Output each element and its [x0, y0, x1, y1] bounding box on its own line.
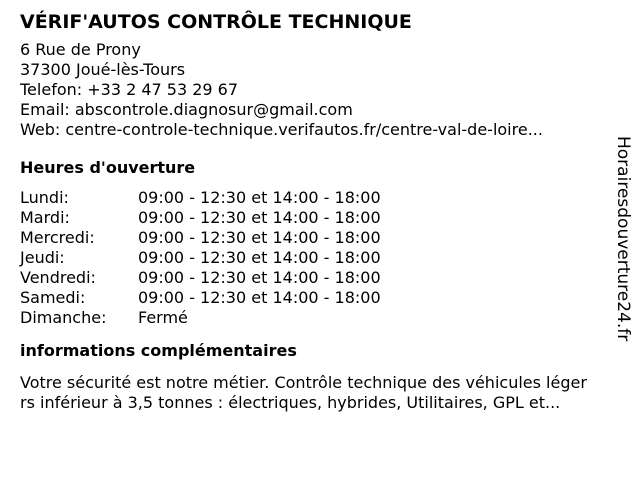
additional-info-heading: informations complémentaires — [20, 341, 297, 360]
hours-day-label: Mardi: — [20, 208, 70, 227]
phone-number[interactable]: Telefon: +33 2 47 53 29 67 — [20, 80, 239, 99]
opening-hours-table — [20, 188, 610, 328]
hours-day-label: Vendredi: — [20, 268, 96, 287]
hours-time-value: Fermé — [138, 308, 188, 327]
address-street: 6 Rue de Prony — [20, 40, 141, 59]
website-link[interactable]: Web: centre-controle-technique.verifautos.fr/centre-val-de-loire... — [20, 120, 543, 139]
hours-time-value: 09:00 - 12:30 et 14:00 - 18:00 — [138, 208, 381, 227]
hours-time-value: 09:00 - 12:30 et 14:00 - 18:00 — [138, 268, 381, 287]
hours-time-value: 09:00 - 12:30 et 14:00 - 18:00 — [138, 188, 381, 207]
hours-row-tuesday — [20, 208, 610, 228]
email-address[interactable]: Email: abscontrole.diagnosur@gmail.com — [20, 100, 353, 119]
hours-row-sunday — [20, 308, 610, 328]
hours-day-label: Jeudi: — [20, 248, 65, 267]
opening-hours-heading: Heures d'ouverture — [20, 158, 196, 177]
info-line: Votre sécurité est notre métier. Contrôle technique des véhicules léger — [20, 373, 587, 392]
address-city: 37300 Joué-lès-Tours — [20, 60, 186, 79]
hours-row-friday — [20, 268, 610, 288]
hours-row-wednesday — [20, 228, 610, 248]
hours-time-value: 09:00 - 12:30 et 14:00 - 18:00 — [138, 288, 381, 307]
hours-row-monday — [20, 188, 610, 208]
hours-day-label: Lundi: — [20, 188, 69, 207]
info-line: rs inférieur à 3,5 tonnes : électriques, hybrides, Utilitaires, GPL et... — [20, 393, 561, 412]
business-name: VÉRIF'AUTOS CONTRÔLE TECHNIQUE — [20, 11, 412, 33]
business-card — [20, 10, 610, 413]
hours-row-saturday — [20, 288, 610, 308]
hours-time-value: 09:00 - 12:30 et 14:00 - 18:00 — [138, 228, 381, 247]
hours-time-value: 09:00 - 12:30 et 14:00 - 18:00 — [138, 248, 381, 267]
hours-day-label: Samedi: — [20, 288, 86, 307]
hours-day-label: Dimanche: — [20, 308, 107, 327]
additional-info-text — [20, 373, 630, 413]
hours-day-label: Mercredi: — [20, 228, 95, 247]
hours-row-thursday — [20, 248, 610, 268]
site-watermark: Horairesdouverture24.fr — [613, 136, 633, 342]
